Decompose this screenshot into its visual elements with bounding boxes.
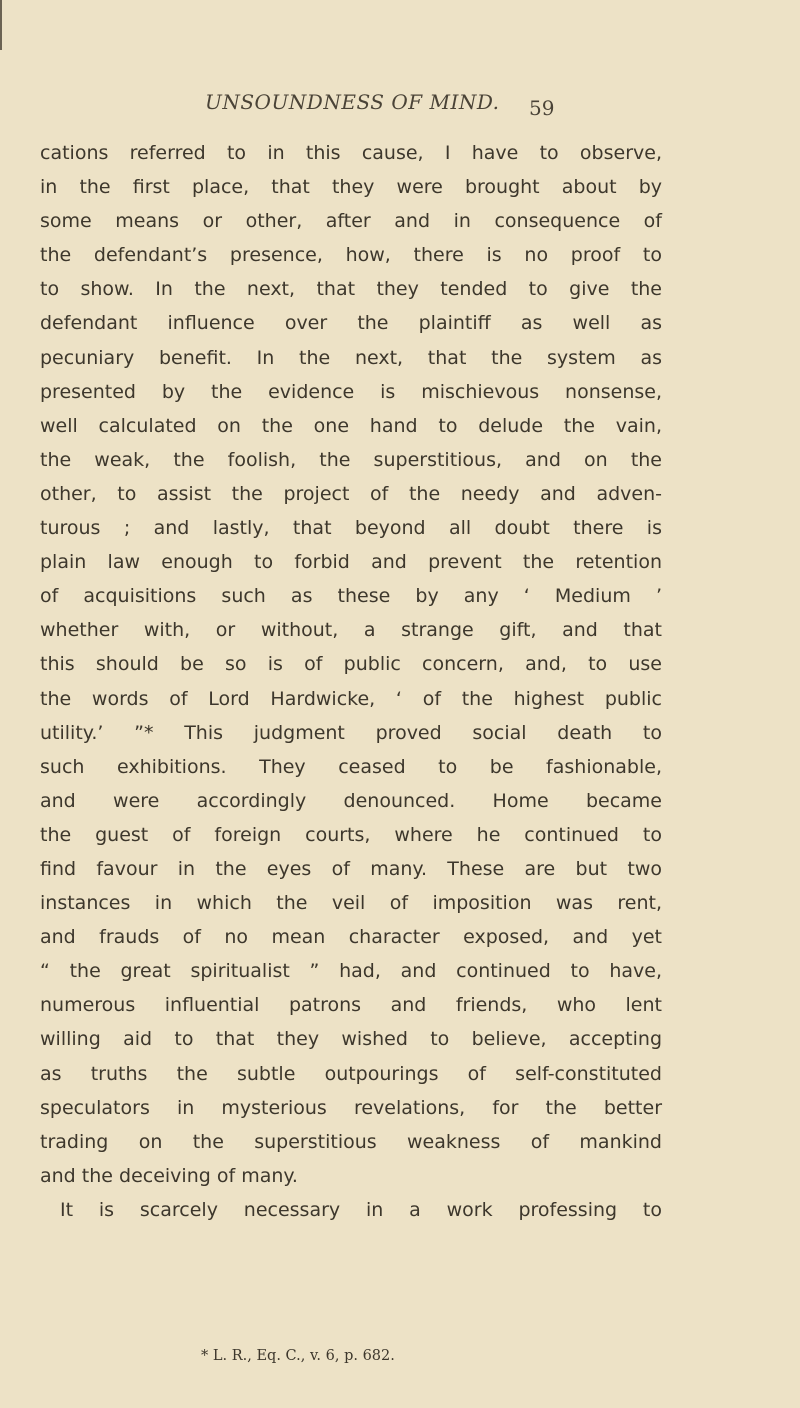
text-line: of acquisitions such as these by any ‘ Medium ’ — [40, 585, 662, 608]
text-line: utility.’ ”* This judgment proved social death to — [40, 721, 662, 744]
text-line: instances in which the veil of imposition was rent, — [40, 892, 662, 915]
text-line: in the first place, that they were brought about by — [40, 176, 662, 199]
text-line: cations referred to in this cause, I have to observe, — [40, 142, 662, 164]
text-line: “ the great spiritualist ” had, and continued to have, — [40, 960, 662, 983]
text-line: the weak, the foolish, the superstitious, and on the — [40, 448, 662, 471]
text-line: turous ; and lastly, that beyond all doubt there is — [40, 517, 662, 540]
text-line: and the deceiving of many. — [40, 1164, 298, 1187]
text-line: willing aid to that they wished to believe, accepting — [40, 1028, 662, 1051]
text-line: and frauds of no mean character exposed, and yet — [40, 926, 662, 949]
running-head — [0, 90, 800, 120]
text-line: and were accordingly denounced. Home became — [40, 789, 662, 812]
text-line: presented by the evidence is mischievous nonsense, — [40, 380, 662, 403]
text-line: pecuniary benefit. In the next, that the system as — [40, 346, 662, 369]
text-line: speculators in mysterious revelations, for the better — [40, 1096, 662, 1119]
footnote: * L. R., Eq. C., v. 6, p. 682. — [201, 1348, 395, 1364]
text-line: plain law enough to forbid and prevent the retention — [40, 551, 662, 574]
text-line: defendant influence over the plaintiff as well as — [40, 312, 662, 335]
text-line: It is scarcely necessary in a work professing to — [60, 1198, 662, 1221]
page-number: 59 — [529, 96, 555, 120]
text-line: whether with, or without, a strange gift, and that — [40, 619, 662, 642]
text-line: the words of Lord Hardwicke, ‘ of the highest public — [40, 687, 662, 710]
text-line: find favour in the eyes of many. These are but two — [40, 857, 662, 880]
text-line: to show. In the next, that they tended to give the — [40, 278, 662, 301]
text-line: some means or other, after and in consequence of — [40, 210, 662, 233]
text-line: well calculated on the one hand to delude the vain, — [40, 414, 662, 437]
text-line: numerous influential patrons and friends, who lent — [40, 994, 662, 1017]
running-head-title: UNSOUNDNESS OF MIND. — [205, 90, 500, 114]
body-text — [40, 136, 662, 1227]
text-line: the defendant’s presence, how, there is no proof to — [40, 244, 662, 267]
text-line: such exhibitions. They ceased to be fashionable, — [40, 755, 662, 778]
text-line: other, to assist the project of the needy and adven- — [40, 482, 662, 505]
text-line: the guest of foreign courts, where he continued to — [40, 823, 662, 846]
text-line: trading on the superstitious weakness of mankind — [40, 1130, 662, 1153]
text-line: as truths the subtle outpourings of self-constituted — [40, 1062, 662, 1085]
text-line: this should be so is of public concern, and, to use — [40, 653, 662, 676]
